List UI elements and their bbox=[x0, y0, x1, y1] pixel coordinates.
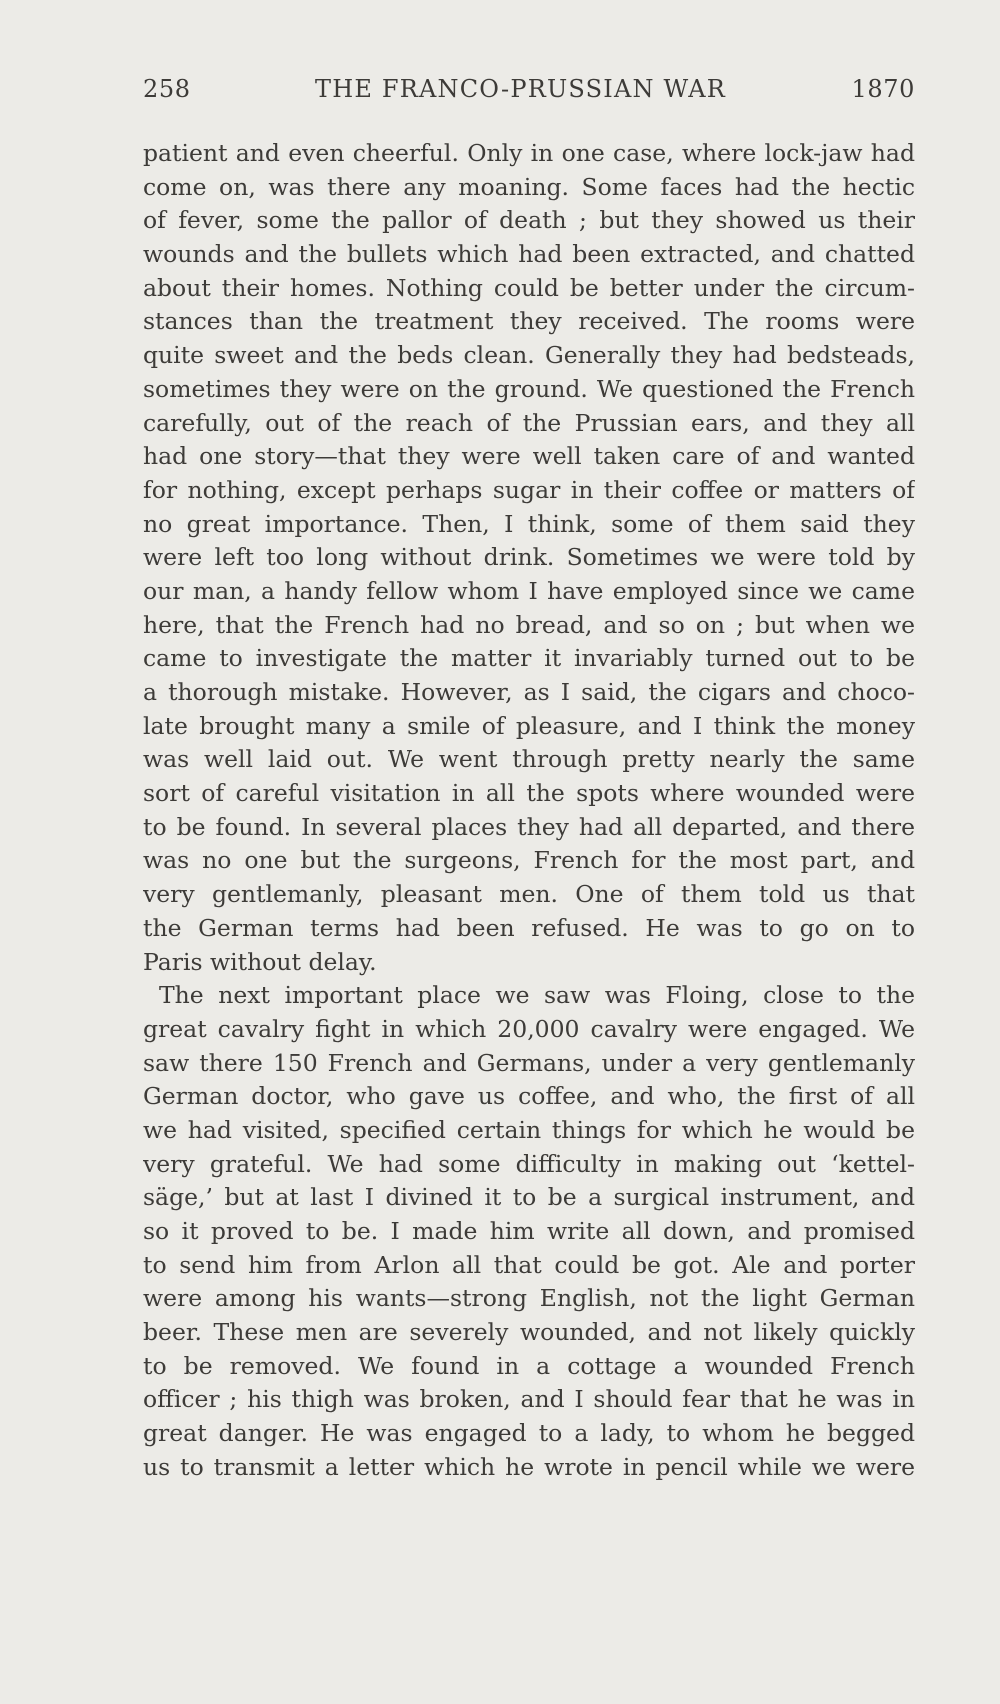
text-line: us to transmit a letter which he wrote in pencil while we were bbox=[143, 1452, 915, 1481]
book-title: THE FRANCO-PRUSSIAN WAR bbox=[315, 75, 726, 103]
text-line: for nothing, except perhaps sugar in their coffee or matters of bbox=[143, 475, 915, 504]
text-line: here, that the French had no bread, and so on ; but when we bbox=[143, 610, 915, 639]
text-line: come on, was there any moaning. Some faces had the hectic bbox=[143, 172, 915, 201]
text-line: to send him from Arlon all that could be got. Ale and porter bbox=[143, 1250, 915, 1279]
text-line: officer ; his thigh was broken, and I should fear that he was in bbox=[143, 1385, 915, 1414]
text-line: Paris without delay. bbox=[143, 947, 377, 976]
text-line: säge,’ but at last I divined it to be a surgical instrument, and bbox=[143, 1183, 915, 1212]
text-line: to be removed. We found in a cottage a wounded French bbox=[143, 1351, 915, 1380]
text-line: was well laid out. We went through pretty nearly the same bbox=[143, 745, 915, 774]
text-line: came to investigate the matter it invariably turned out to be bbox=[143, 644, 915, 673]
page-body bbox=[143, 137, 915, 1485]
text-line: late brought many a smile of pleasure, and I think the money bbox=[143, 711, 915, 740]
text-line: a thorough mistake. However, as I said, the cigars and choco- bbox=[143, 678, 915, 706]
text-line: no great importance. Then, I think, some of them said they bbox=[143, 509, 915, 538]
text-line: the German terms had been refused. He was to go on to bbox=[143, 913, 915, 942]
text-line: great cavalry fight in which 20,000 cavalry were engaged. We bbox=[143, 1014, 915, 1043]
text-line: patient and even cheerful. Only in one case, where lock-jaw had bbox=[143, 139, 915, 167]
text-line: saw there 150 French and Germans, under a very gentlemanly bbox=[143, 1048, 915, 1077]
text-line: stances than the treatment they received. The rooms were bbox=[143, 307, 915, 336]
text-line: quite sweet and the beds clean. Generally they had bedsteads, bbox=[143, 341, 915, 370]
text-line: had one story—that they were well taken care of and wanted bbox=[143, 442, 915, 471]
text-line: we had visited, specified certain things for which he would be bbox=[143, 1115, 915, 1144]
text-line: of fever, some the pallor of death ; but they showed us their bbox=[143, 206, 915, 235]
paragraph bbox=[143, 137, 915, 979]
text-line: were among his wants—strong English, not the light German bbox=[143, 1284, 915, 1313]
running-head bbox=[143, 75, 915, 111]
text-line: were left too long without drink. Sometimes we were told by bbox=[143, 543, 915, 572]
text-line: to be found. In several places they had all departed, and there bbox=[143, 812, 915, 841]
text-line: beer. These men are severely wounded, and not likely quickly bbox=[143, 1318, 915, 1347]
text-line: sometimes they were on the ground. We questioned the French bbox=[143, 374, 915, 403]
text-line: sort of careful visitation in all the spots where wounded were bbox=[143, 779, 915, 808]
year: 1870 bbox=[851, 75, 915, 103]
text-line: very grateful. We had some difficulty in making out ‘kettel- bbox=[143, 1149, 915, 1178]
text-line: wounds and the bullets which had been extracted, and chatted bbox=[143, 240, 915, 269]
paragraph bbox=[143, 979, 915, 1484]
text-line: The next important place we saw was Floing, close to the bbox=[159, 981, 915, 1010]
text-line: about their homes. Nothing could be better under the circum- bbox=[143, 273, 915, 302]
text-line: was no one but the surgeons, French for the most part, and bbox=[143, 846, 915, 875]
text-line: great danger. He was engaged to a lady, to whom he begged bbox=[143, 1419, 915, 1448]
text-line: carefully, out of the reach of the Prussian ears, and they all bbox=[143, 408, 915, 437]
text-line: our man, a handy fellow whom I have employed since we came bbox=[143, 576, 915, 605]
text-line: German doctor, who gave us coffee, and who, the first of all bbox=[143, 1082, 915, 1111]
text-line: so it proved to be. I made him write all down, and promised bbox=[143, 1217, 915, 1245]
page-number: 258 bbox=[143, 75, 191, 103]
text-line: very gentlemanly, pleasant men. One of them told us that bbox=[143, 880, 915, 909]
